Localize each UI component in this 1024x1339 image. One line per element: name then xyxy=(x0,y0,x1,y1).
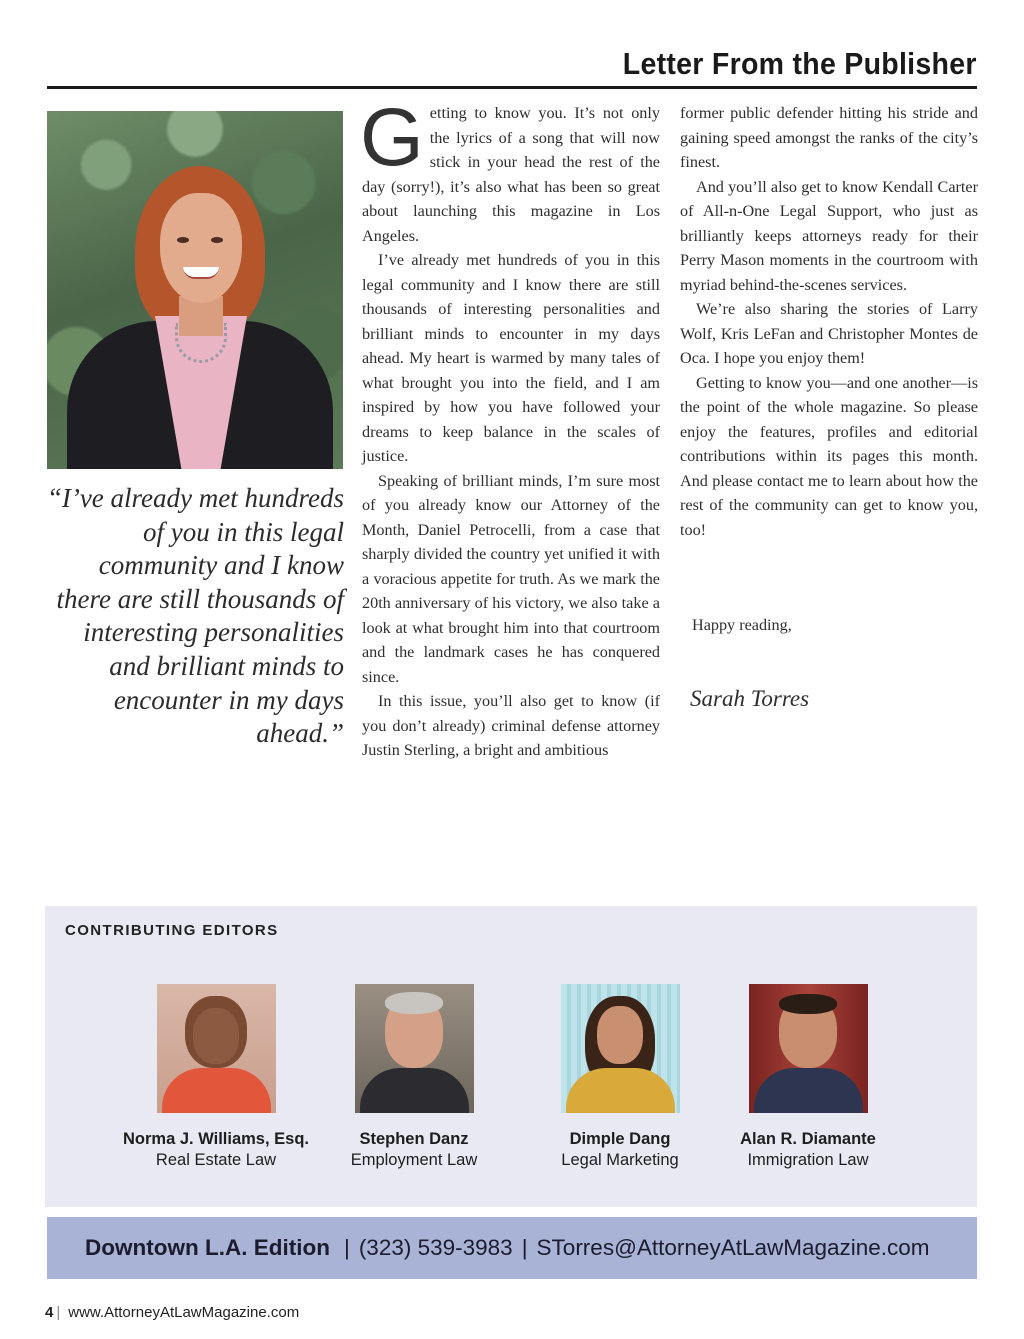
letter-paragraph: I’ve already met hundreds of you in this legal community and I know there are still thousands of interesting personalities and brilliant minds to encounter in my days ahead. My heart is warmed by many tales of what brought you into the field, and I am inspired by how you have followed your dreams to keep balance in the scales of justice. xyxy=(362,251,660,465)
edition-contact-bar xyxy=(47,1217,977,1279)
separator: | xyxy=(521,1235,528,1260)
separator: | xyxy=(343,1235,350,1260)
editor-photo xyxy=(561,984,680,1113)
editor-name: Alan R. Diamante xyxy=(740,1130,876,1148)
section-title: Letter From the Publisher xyxy=(623,46,977,81)
pull-quote: “I’ve already met hundreds of you in this legal community and I know there are still thousands of interesting personalities and brilliant minds to encounter in my days ahead.” xyxy=(46,483,344,749)
editor-card xyxy=(304,984,524,1170)
editor-practice-area: Immigration Law xyxy=(747,1151,869,1169)
editor-photo xyxy=(157,984,276,1113)
separator: | xyxy=(56,1304,61,1321)
signature: Sarah Torres xyxy=(690,686,810,711)
editor-card xyxy=(510,984,730,1170)
letter-paragraph: Getting to know you—and one another—is the point of the whole magazine. So please enjoy the features, profiles and editorial contributions within its pages this month. And please contact me to learn about how the rest of the community can get to know you, too! xyxy=(680,373,978,539)
signoff: Happy reading, xyxy=(692,616,792,634)
editors-heading: CONTRIBUTING EDITORS xyxy=(65,922,279,939)
contributing-editors-panel xyxy=(45,906,977,1207)
drop-cap: G xyxy=(360,92,424,183)
website-link[interactable]: www.AttorneyAtLawMagazine.com xyxy=(68,1304,300,1321)
contact-phone[interactable]: (323) 539-3983 xyxy=(358,1235,513,1260)
editor-card xyxy=(106,984,326,1170)
edition-name: Downtown L.A. Edition xyxy=(85,1235,330,1260)
editor-card xyxy=(698,984,918,1170)
letter-paragraph: In this issue, you’ll also get to know (if you don’t already) criminal defense attorney Justin Sterling, a bright and ambitious xyxy=(362,692,660,759)
page-footer xyxy=(45,1304,299,1321)
editor-photo xyxy=(355,984,474,1113)
editor-practice-area: Real Estate Law xyxy=(155,1151,277,1169)
contact-email[interactable]: STorres@AttorneyAtLawMagazine.com xyxy=(536,1235,930,1260)
letter-paragraph: And you’ll also get to know Kendall Carter of All-n-One Legal Support, who just as brilliantly keeps attorneys ready for their Perry Mason moments in the courtroom with myriad behind-the-scenes services. xyxy=(680,177,978,294)
editor-name: Stephen Danz xyxy=(359,1130,469,1148)
title-rule xyxy=(47,86,977,89)
editor-name: Norma J. Williams, Esq. xyxy=(123,1130,309,1148)
letter-paragraph: Getting to know you. It’s not only the lyrics of a song that will now stick in your head the rest of the day (sorry!), it’s also what has been so great about launching this magazine in Los Angeles. xyxy=(360,92,660,245)
editor-practice-area: Legal Marketing xyxy=(561,1151,679,1169)
letter-paragraph: We’re also sharing the stories of Larry Wolf, Kris LeFan and Christopher Montes de Oca. I hope you enjoy them! xyxy=(680,300,978,367)
letter-column-2 xyxy=(680,101,978,542)
publisher-portrait xyxy=(47,111,343,469)
page-number: 4 xyxy=(45,1304,54,1321)
letter-column-1 xyxy=(360,92,660,763)
letter-paragraph: former public defender hitting his stride and gaining speed amongst the ranks of the city’s finest. xyxy=(680,104,978,171)
editor-practice-area: Employment Law xyxy=(350,1151,478,1169)
editor-photo xyxy=(749,984,868,1113)
editor-name: Dimple Dang xyxy=(569,1130,671,1148)
letter-paragraph: Speaking of brilliant minds, I’m sure most of you already know our Attorney of the Month, Daniel Petrocelli, from a case that sharply divided the country yet unified it with a voracious appetite for truth. As we mark the 20th anniversary of his victory, we also take a look at what brought him into that courtroom and the landmark cases he has conquered since. xyxy=(362,471,660,686)
